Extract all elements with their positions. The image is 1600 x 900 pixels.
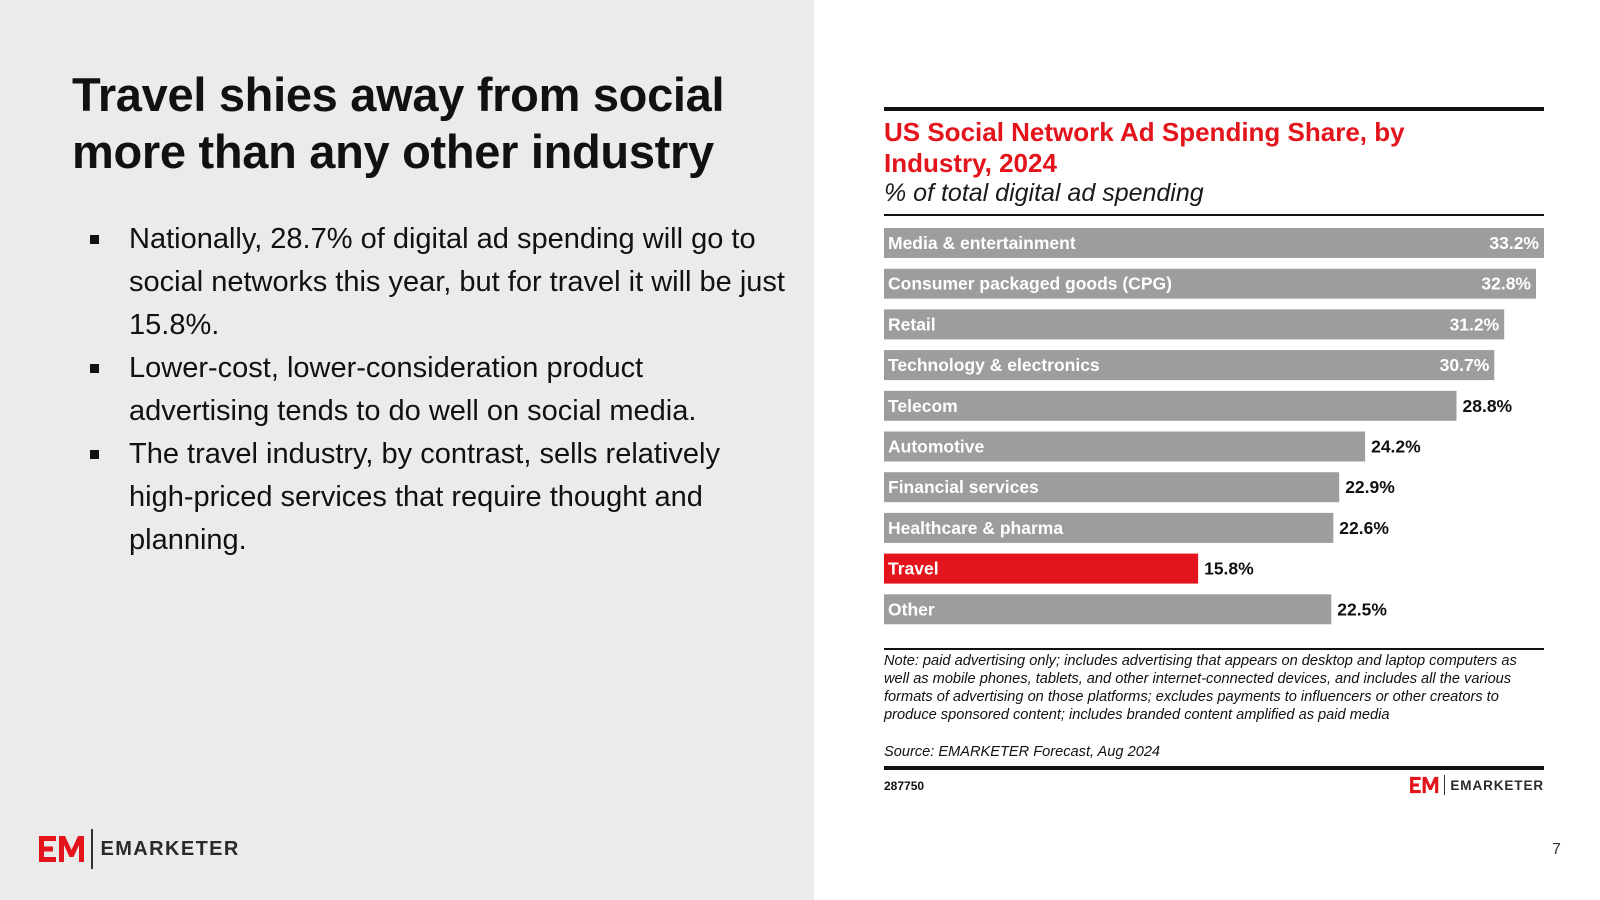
logo-divider (91, 829, 93, 869)
bar-category-label: Other (888, 599, 935, 620)
bar-value-label: 28.8% (1462, 395, 1513, 416)
bar-value-label: 31.2% (1449, 314, 1500, 335)
bar-category-label: Consumer packaged goods (CPG) (888, 273, 1172, 294)
bar-value-label: 22.5% (1337, 599, 1387, 620)
bar-value-label: 15.8% (1204, 558, 1254, 579)
chart-subtitle: % of total digital ad spending (884, 179, 1204, 207)
chart-id: 287750 (884, 779, 925, 793)
chart-emarketer-logo (1409, 774, 1544, 796)
bullet-item (90, 347, 790, 433)
bullet-text: Lower-cost, lower-consideration product advertising tends to do well on social media. (129, 352, 697, 427)
slide-title: Travel shies away from social more than any other industry (72, 68, 725, 178)
chart-source: Source: EMARKETER Forecast, Aug 2024 (884, 744, 1161, 760)
emarketer-logo (39, 827, 240, 871)
bar-category-label: Travel (888, 558, 939, 579)
logo-wordmark: EMARKETER (1450, 777, 1544, 793)
bar (884, 594, 1331, 624)
bar-value-label: 24.2% (1371, 436, 1421, 457)
logo-divider (1444, 775, 1445, 795)
bar-value-label: 22.9% (1345, 477, 1395, 498)
bullet-square-icon (90, 450, 99, 459)
bar (884, 309, 1504, 339)
bar-value-label: 30.7% (1439, 355, 1490, 376)
bar-value-label: 22.6% (1339, 517, 1389, 538)
em-logo-mark-icon (39, 833, 85, 865)
bar-category-label: Technology & electronics (888, 355, 1100, 376)
bullet-item (90, 433, 790, 562)
bullet-square-icon (90, 235, 99, 244)
logo-wordmark: EMARKETER (100, 837, 240, 860)
bullet-text: The travel industry, by contrast, sells relatively high-priced services that require thought and planning. (129, 438, 720, 556)
bar-category-label: Media & entertainment (888, 233, 1076, 253)
chart-title: US Social Network Ad Spending Share, by Industry, 2024 (884, 117, 1405, 178)
bar-category-label: Healthcare & pharma (888, 517, 1064, 538)
bullet-item (90, 218, 790, 347)
chart-note: Note: paid advertising only; includes advertising that appears on desktop and laptop computers as well as mobile phones, tablets, and other internet-connected devices, and includes all the various formats of advertising on those platforms; excludes payments to influencers or other creators to produce sponsored content; includes branded content amplified as paid media (884, 653, 1517, 723)
chart-note-rule (884, 648, 1544, 650)
bar-category-label: Telecom (888, 395, 958, 416)
bar-value-label: 32.8% (1481, 273, 1531, 294)
bar (884, 391, 1457, 421)
chart-subtitle-rule (884, 214, 1544, 216)
bullet-square-icon (90, 364, 99, 373)
bar-chart (884, 228, 1544, 632)
bar-category-label: Automotive (888, 436, 985, 457)
chart-bottom-rule (884, 766, 1544, 770)
bullet-text: Nationally, 28.7% of digital ad spending will go to social networks this year, but for travel it will be just 15.8%. (129, 223, 785, 341)
em-logo-mark-icon (1409, 775, 1440, 795)
page-number: 7 (1552, 841, 1561, 858)
bar-value-label: 33.2% (1489, 233, 1539, 253)
bar-category-label: Retail (888, 314, 936, 335)
bar-category-label: Financial services (888, 477, 1039, 498)
bullet-list (90, 218, 790, 562)
chart-top-rule (884, 107, 1544, 111)
chart-card (884, 107, 1544, 802)
